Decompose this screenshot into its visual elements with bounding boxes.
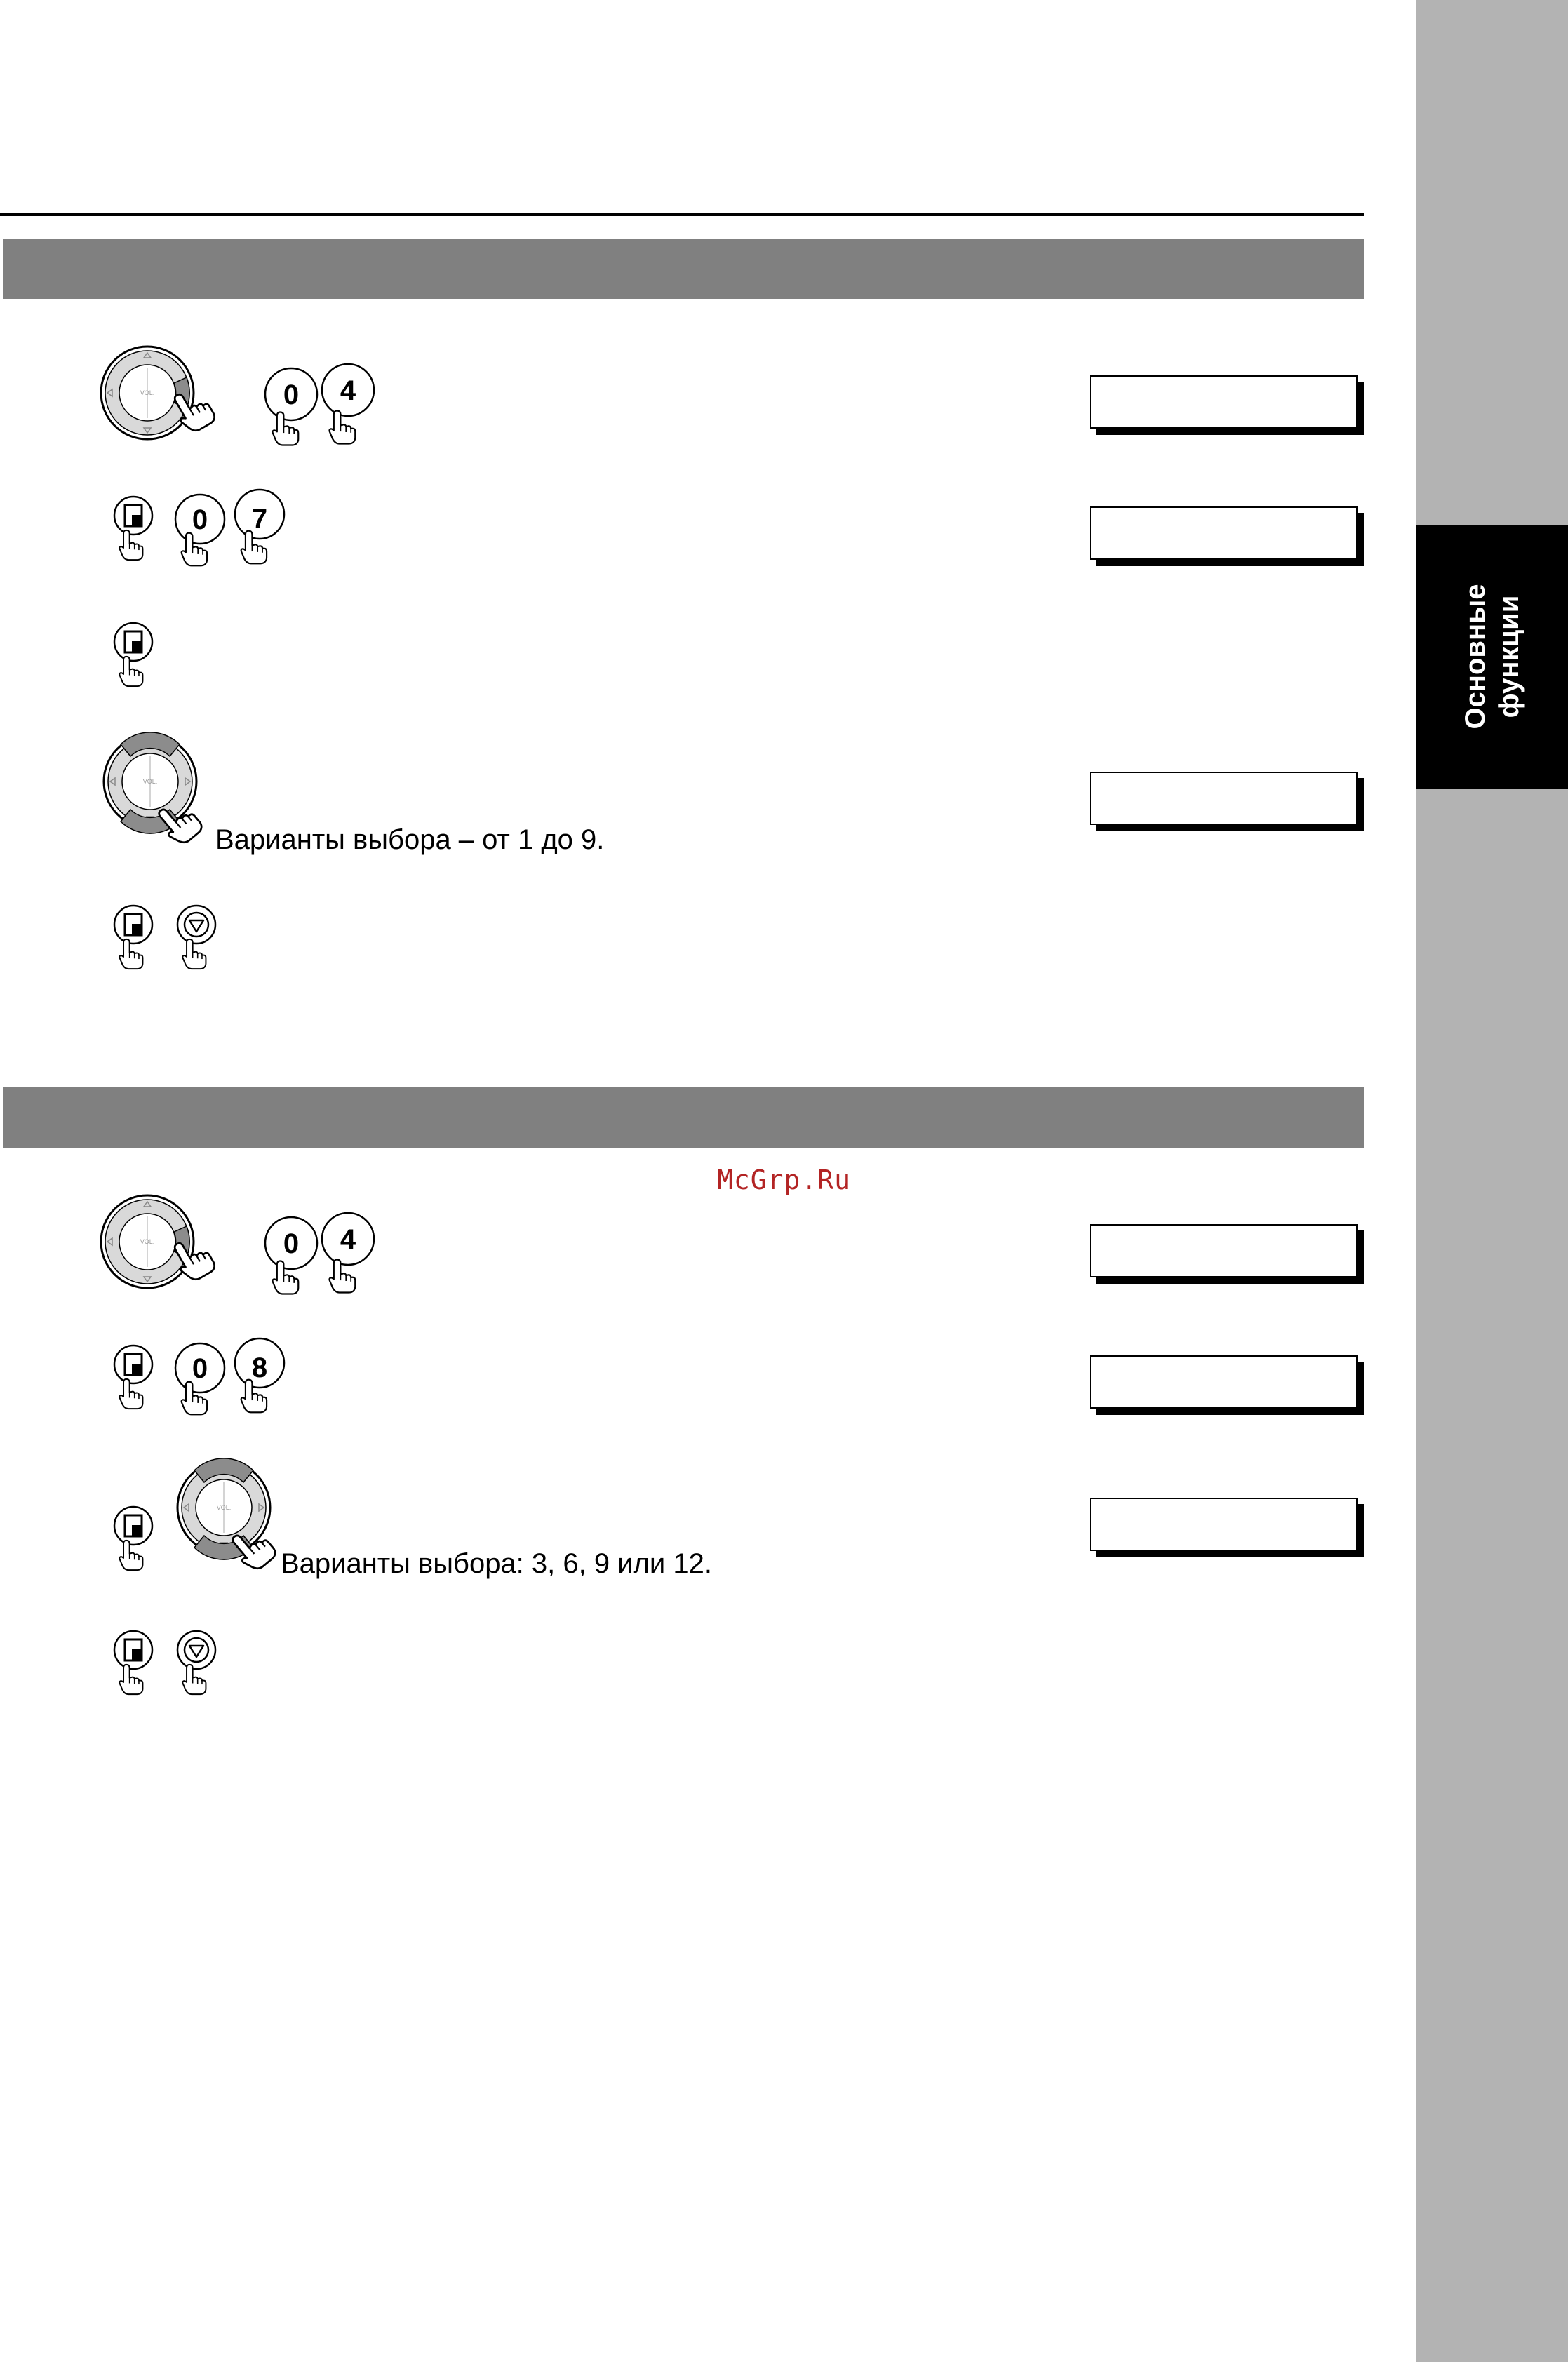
key-digit: 0 [283,1228,300,1259]
number-key-0-icon [172,491,228,568]
lcd-display-1 [1090,375,1358,429]
number-key-0-icon [263,1210,319,1294]
stop-key-icon [172,904,221,974]
step-note: Варианты выбора – от 1 до 9. [215,824,605,855]
watermark: McGrp.Ru [717,1165,852,1195]
lcd-display-2 [1090,506,1358,560]
section-2-header-band [3,1087,1364,1148]
number-key-4-icon [320,361,376,445]
section-tab-line2: функции [1494,595,1525,718]
step-note: Варианты выбора: 3, 6, 9 или 12. [281,1548,712,1579]
key-digit: 8 [251,1353,268,1383]
side-bar [1416,0,1568,2362]
key-digit: 0 [192,504,208,535]
number-key-0-icon [263,361,319,445]
stop-key-icon [172,1629,221,1699]
number-key-8-icon [232,1336,288,1417]
navigation-dial-icon [172,1456,291,1575]
number-key-0-icon [172,1340,228,1417]
navigation-dial-icon [98,730,217,849]
section-tab-line1: Основные [1460,584,1491,730]
lcd-display-6 [1090,1498,1358,1551]
key-digit: 0 [192,1353,208,1384]
key-digit: 4 [340,1224,356,1255]
set-key-icon [109,904,158,974]
lcd-display-3 [1090,772,1358,825]
section-1-header-band [3,239,1364,299]
set-key-icon [109,621,158,691]
key-digit: 7 [251,504,268,535]
lcd-display-4 [1090,1224,1358,1277]
key-digit: 4 [340,375,356,406]
top-rule [0,213,1364,216]
set-key-icon [109,1629,158,1699]
number-key-7-icon [232,488,288,568]
section-tab [1416,525,1568,789]
set-key-icon [109,1505,158,1575]
section-tab-label [1459,584,1526,729]
set-key-icon [109,495,158,565]
set-key-icon [109,1343,158,1414]
number-key-4-icon [320,1210,376,1294]
navigation-dial-icon [98,1193,225,1298]
key-digit: 0 [283,380,300,410]
lcd-display-5 [1090,1355,1358,1409]
navigation-dial-icon [98,344,225,449]
